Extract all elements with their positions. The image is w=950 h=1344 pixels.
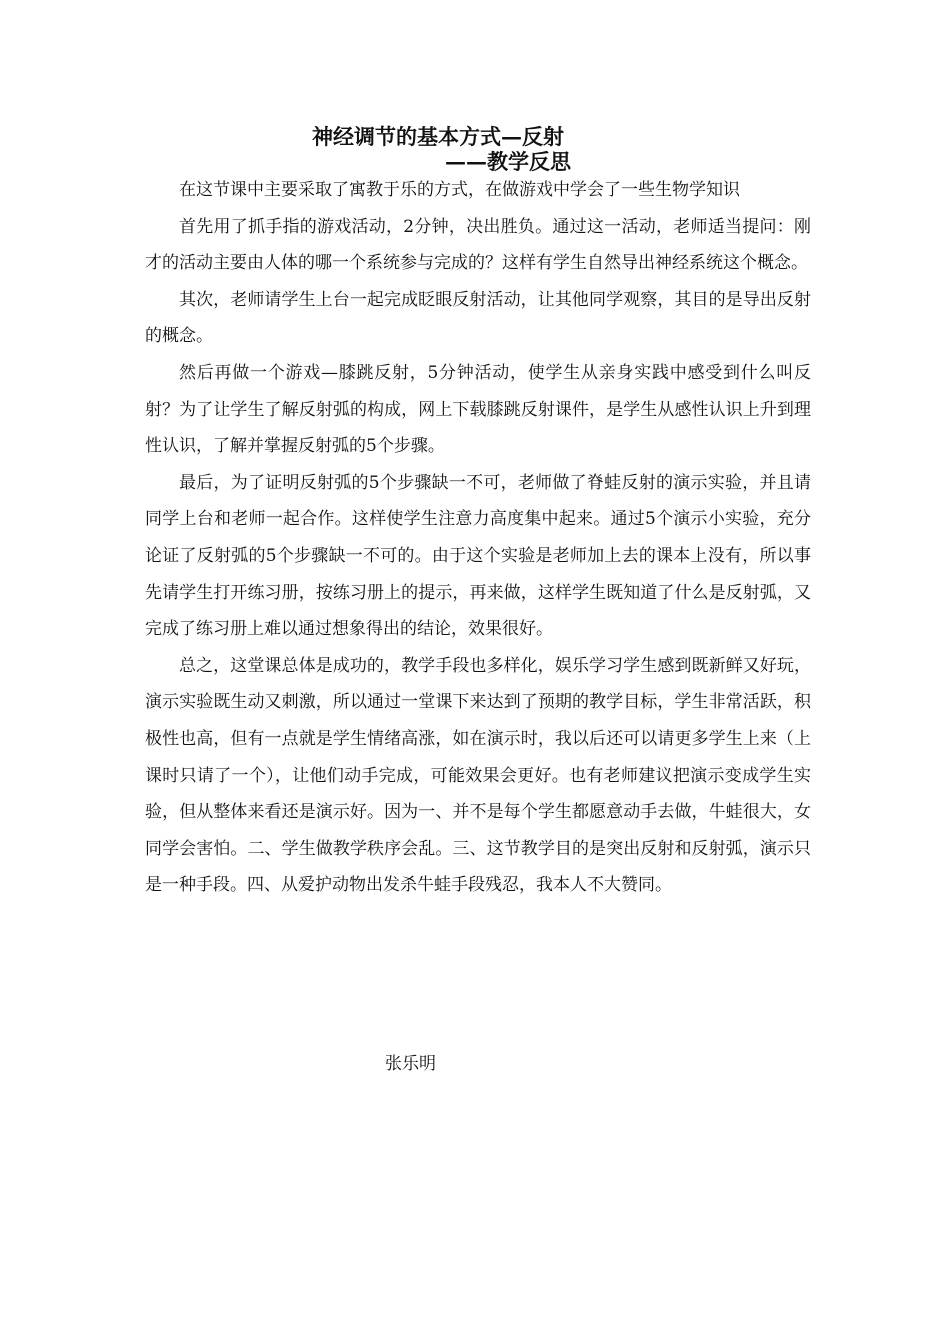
- paragraph-final-experiment: 最后，为了证明反射弧的5个步骤缺一不可，老师做了脊蛙反射的演示实验，并且请同学上台和老师一起合作。这样使学生注意力高度集中起来。通过5个演示小实验，充分论证了反射弧的5个步骤缺一不可的。由于这个实验是老师加上去的课本上没有，所以事先请学生打开练习册，按练习册上的提示，再来做，这样学生既知道了什么是反射弧，又完成了练习册上难以通过想象得出的结论，效果很好。: [145, 472, 811, 640]
- paragraph-intro: 在这节课中主要采取了寓教于乐的方式，在做游戏中学会了一些生物学知识: [179, 180, 740, 200]
- document-body: [145, 172, 811, 904]
- document-subtitle: ——教学反思: [445, 149, 571, 174]
- paragraph-conclusion: 总之，这堂课总体是成功的，教学手段也多样化，娱乐学习学生感到既新鲜又好玩，演示实验既生动又刺激，所以通过一堂课下来达到了预期的教学目标，学生非常活跃，积极性也高，但有一点就是学生情绪高涨，如在演示时，我以后还可以请更多学生上来（上课时只请了一个），让他们动手完成，可能效果会更好。也有老师建议把演示变成学生实验，但从整体来看还是演示好。因为一、并不是每个学生都愿意动手去做，牛蛙很大，女同学会害怕。二、学生做教学秩序会乱。三、这节教学目的是突出反射和反射弧，演示只是一种手段。四、从爱护动物出发杀牛蛙手段残忍，我本人不大赞同。: [145, 655, 811, 896]
- author-signature: 张乐明: [385, 1054, 436, 1074]
- paragraph-second-activity: 其次，老师请学生上台一起完成眨眼反射活动，让其他同学观察，其目的是导出反射的概念。: [145, 289, 811, 347]
- document-title: 神经调节的基本方式—反射: [312, 124, 564, 149]
- paragraph-first-activity: 首先用了抓手指的游戏活动，2分钟，决出胜负。通过这一活动，老师适当提问：刚才的活动主要由人体的哪一个系统参与完成的？这样有学生自然导出神经系统这个概念。: [145, 216, 811, 274]
- paragraph-third-activity: 然后再做一个游戏—膝跳反射，5分钟活动，使学生从亲身实践中感受到什么叫反射？为了让学生了解反射弧的构成，网上下载膝跳反射课件，是学生从感性认识上升到理性认识，了解并掌握反射弧的5个步骤。: [145, 362, 811, 457]
